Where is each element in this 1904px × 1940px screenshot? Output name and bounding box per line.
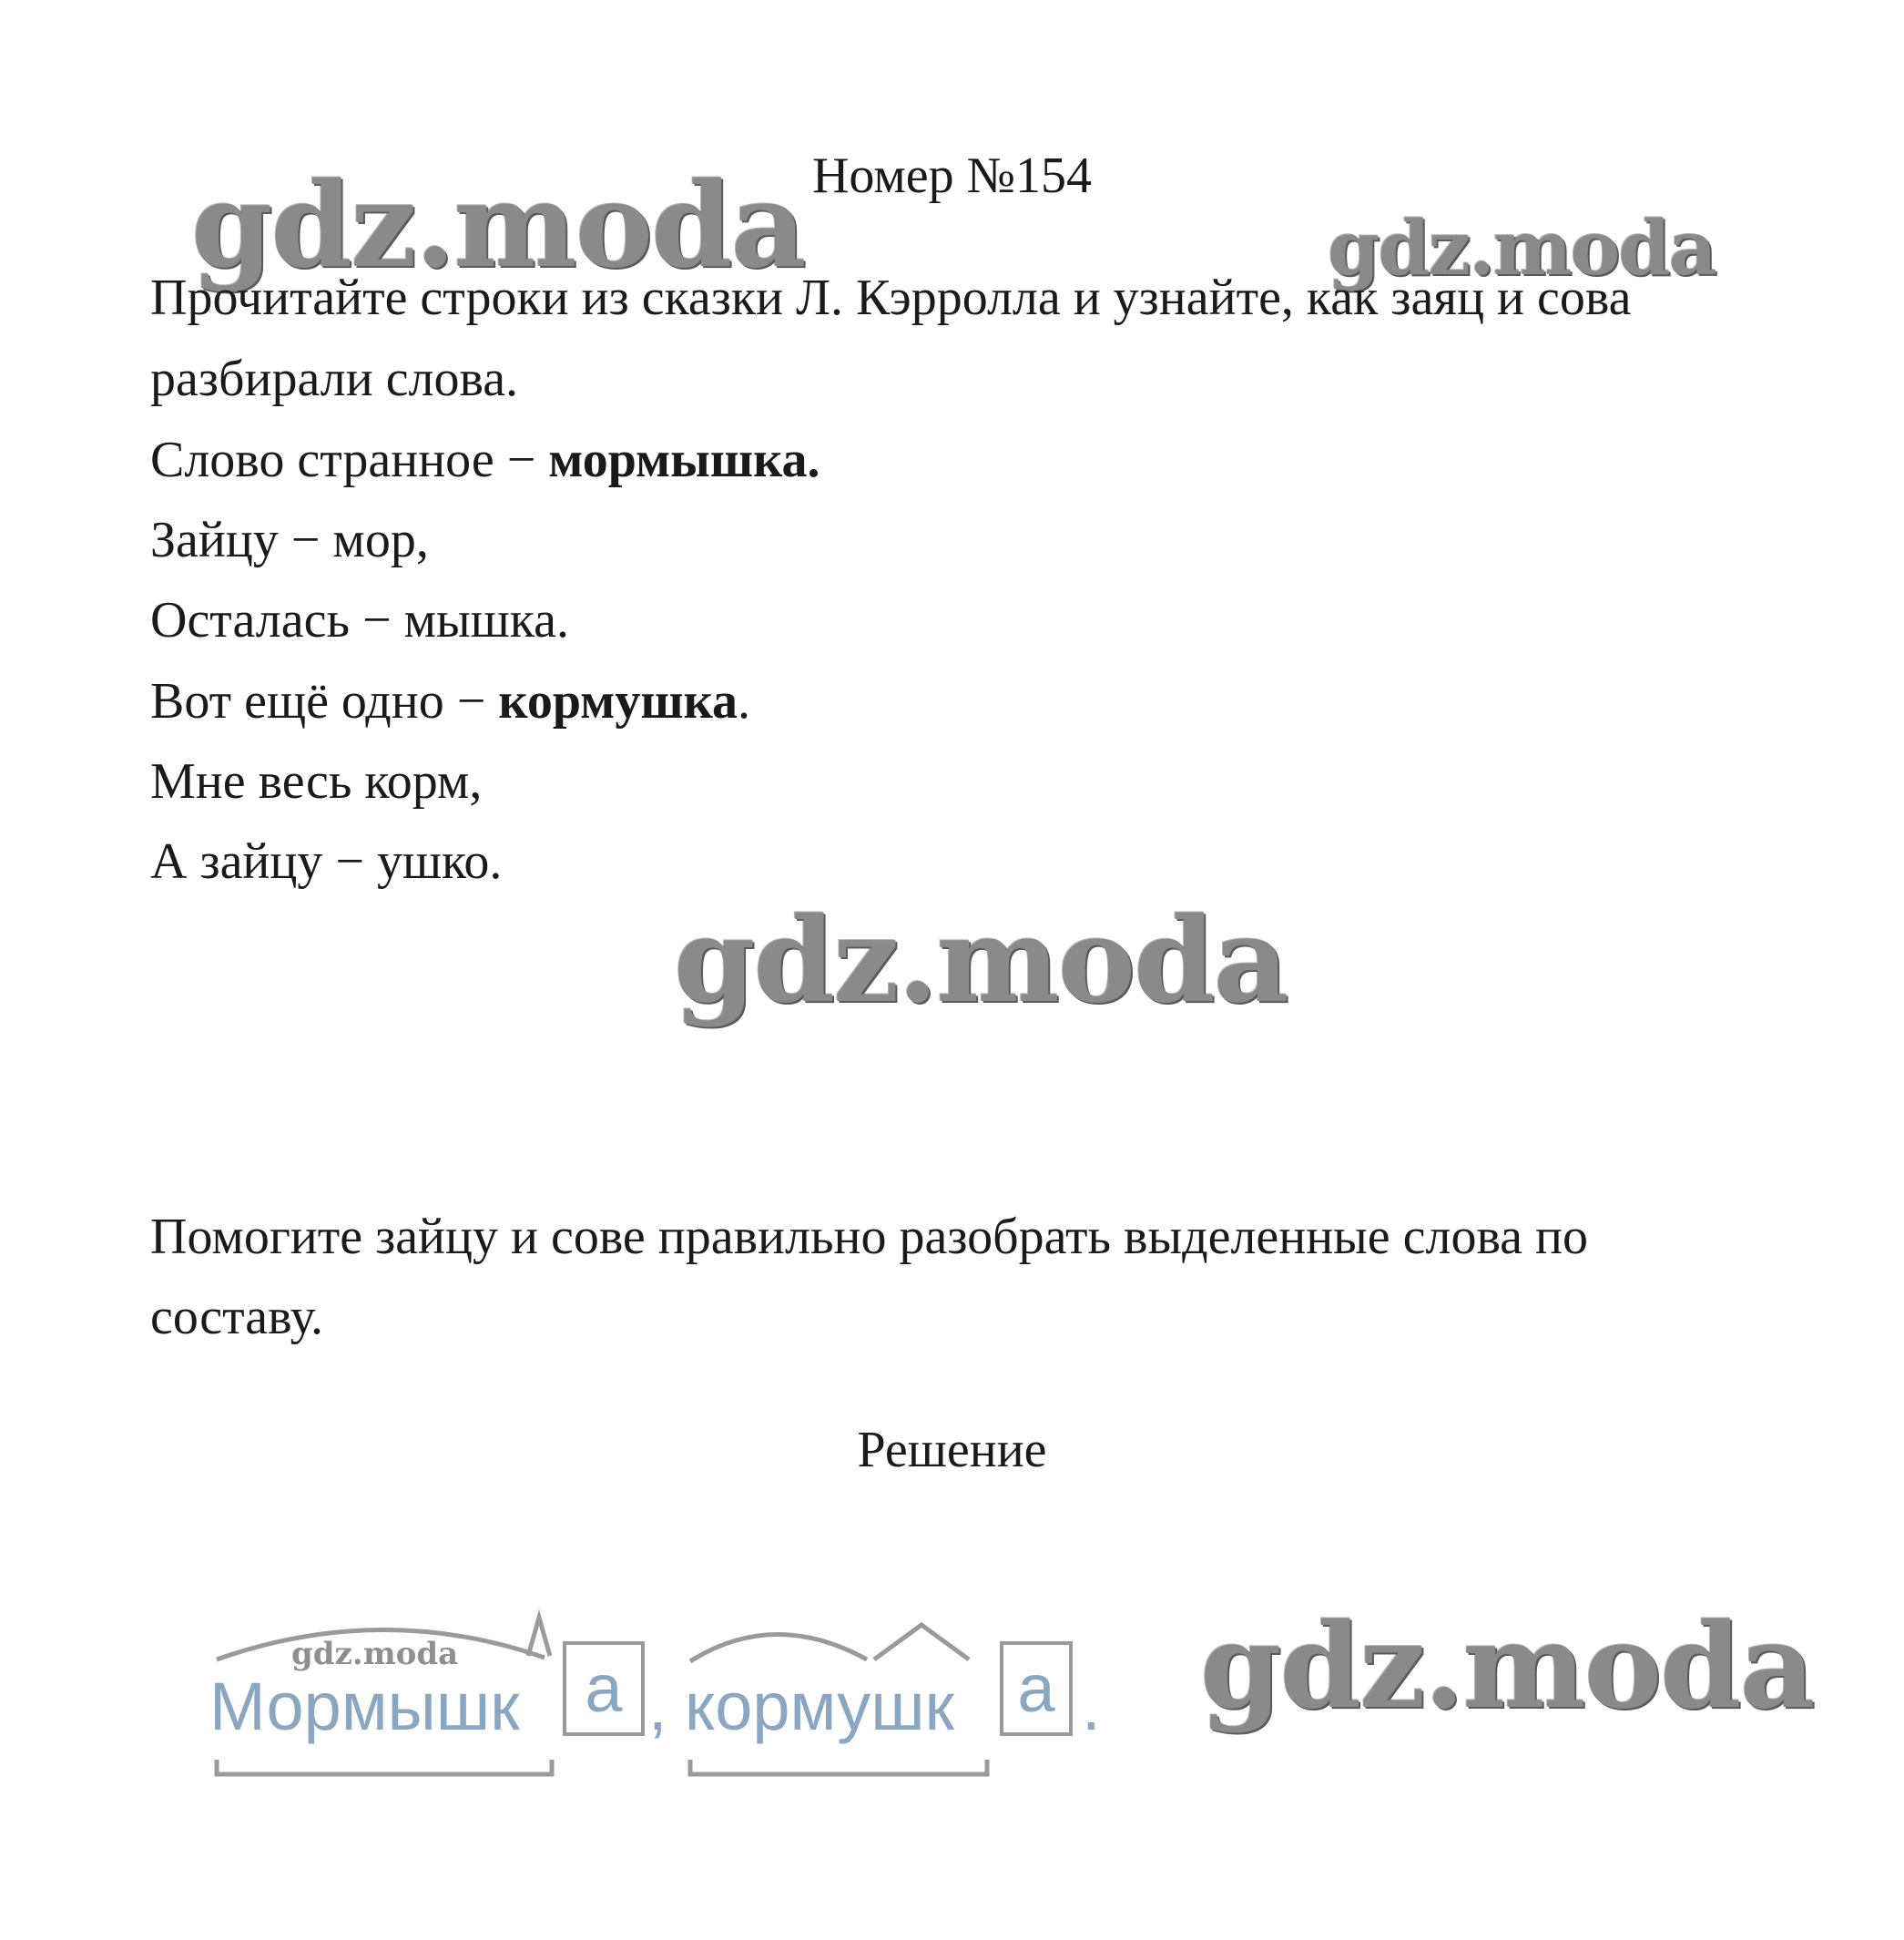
watermark: gdz.moda — [191, 158, 805, 294]
word-stem: кормушк — [685, 1669, 954, 1744]
task-question-line: Помогите зайцу и сове правильно разобрать выделенные слова по — [150, 1209, 1588, 1265]
page-title: Номер №154 — [811, 148, 1093, 204]
watermark: gdz.moda — [674, 893, 1288, 1029]
root-arc — [690, 1634, 867, 1661]
suffix-mark — [874, 1625, 969, 1659]
highlighted-word: мормышка. — [548, 432, 820, 488]
suffix-mark — [528, 1618, 550, 1656]
stem-bracket — [217, 1760, 552, 1774]
poem-line-text: Вот ещё одно − — [150, 673, 499, 730]
watermark: gdz.moda — [1328, 205, 1716, 292]
final-dot: . — [1082, 1669, 1101, 1744]
poem-line-text: А зайцу − ушко. — [150, 833, 503, 890]
stem-bracket — [690, 1760, 987, 1774]
ending-box: а — [1000, 1641, 1073, 1736]
poem-line-text: Осталась − мышка. — [150, 592, 569, 648]
watermark: gdz.moda — [291, 1636, 459, 1672]
ending-box: а — [563, 1641, 645, 1736]
task-question-line: составу. — [150, 1289, 324, 1345]
task-intro-line: Прочитайте строки из сказки Л. Кэрролла и узнайте, как заяц и сова — [150, 270, 1632, 326]
solution-title: Решение — [857, 1422, 1047, 1478]
poem-line-tail: . — [738, 673, 751, 730]
word-stem: Мормышк — [209, 1669, 520, 1744]
poem-line-text: Мне весь корм, — [150, 753, 483, 810]
watermark: gdz.moda — [1200, 1598, 1814, 1735]
highlighted-word: кормушка — [498, 673, 738, 730]
poem-line-text: Зайцу − мор, — [150, 512, 429, 568]
task-intro-line: разбирали слова. — [150, 351, 519, 407]
poem-line-text: Слово странное − — [150, 432, 549, 488]
separator: , — [648, 1669, 667, 1744]
